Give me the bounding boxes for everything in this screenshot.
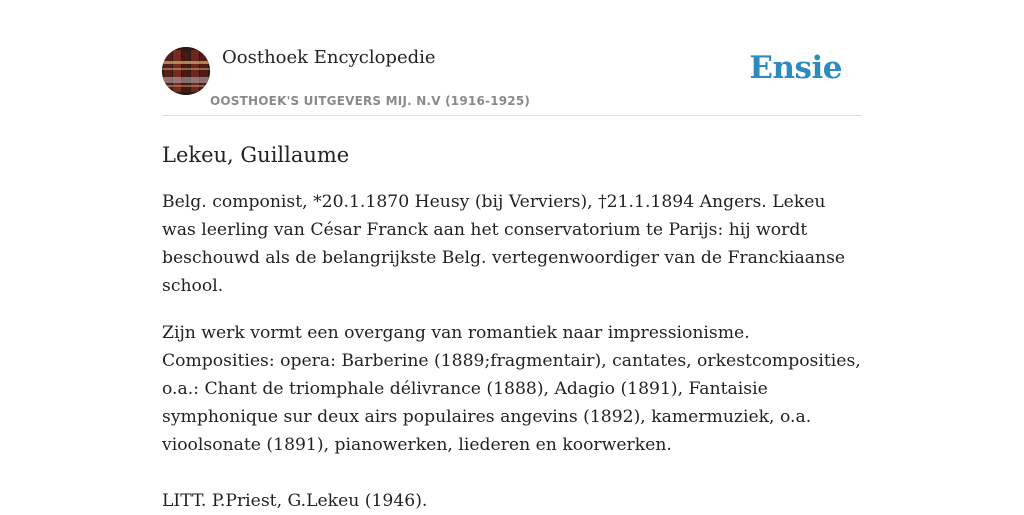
site-name[interactable]: Oosthoek Encyclopedie — [222, 47, 436, 68]
publisher-label: OOSTHOEK'S UITGEVERS MIJ. N.V (1916-1925) — [210, 94, 531, 108]
book-spines-icon — [162, 47, 210, 95]
encyclopedia-books-avatar — [162, 47, 210, 95]
literature-reference: LITT. P.Priest, G.Lekeu (1946). — [162, 491, 428, 511]
article-paragraph: Zijn werk vormt een overgang van romantiek naar impressionisme. Composities: opera: Barberine (1889;fragmentair), cantates, orkestcomposities, o.a.: Chant de triomphale délivrance (1888), Adagio (1891), Fantaisie symphonique sur deux airs populaires angevins (1892), kamermuziek, o.a. vioolsonate (1891), pianowerken, liederen en koorwerken. — [162, 323, 861, 455]
article-card — [162, 44, 862, 515]
site-header — [162, 44, 862, 116]
brand-logo[interactable]: Ensie — [749, 50, 842, 86]
article-paragraph: Belg. componist, *20.1.1870 Heusy (bij Verviers), †21.1.1894 Angers. Lekeu was leerling van César Franck aan het conservatorium te Parijs: hij wordt beschouwd als de belangrijkste Belg. vertegenwoordiger van de Franckiaanse school. — [162, 192, 846, 296]
article-title: Lekeu, Guillaume — [162, 143, 350, 167]
